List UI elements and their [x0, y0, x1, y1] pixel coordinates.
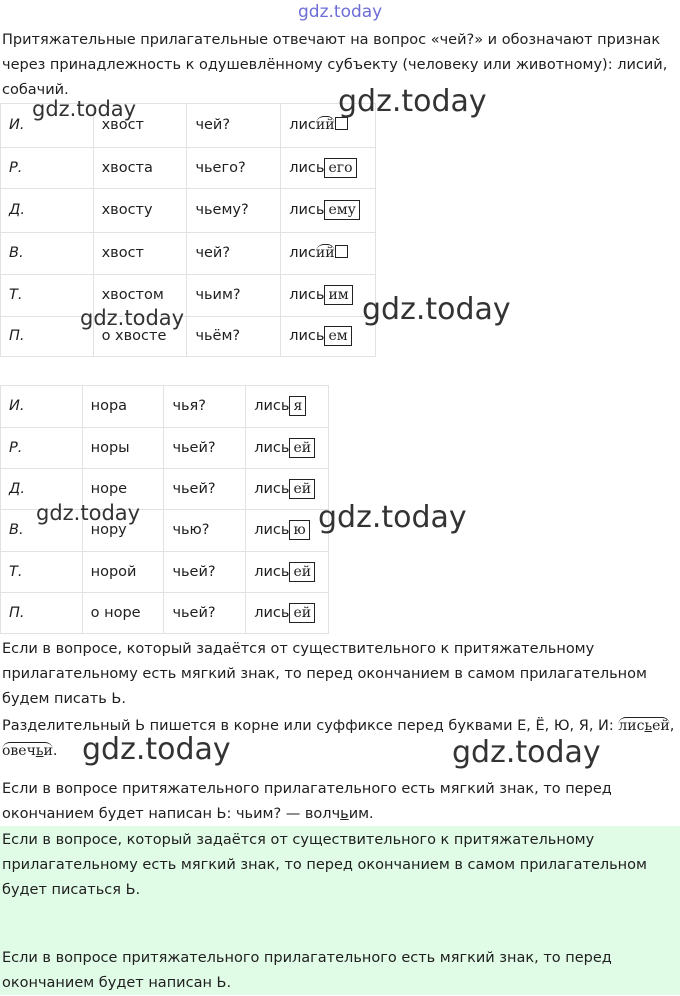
noun-cell: хвост	[93, 233, 187, 275]
adjective-stem: лись	[289, 159, 325, 176]
table-row	[1, 233, 376, 275]
noun-cell: хвост	[93, 104, 187, 148]
noun-cell: о норе	[82, 593, 164, 634]
adjective-ending: ей	[289, 562, 315, 582]
adjective-ending: я	[289, 396, 306, 416]
table-row	[1, 593, 329, 634]
question-cell: чья?	[164, 386, 246, 428]
table-row	[1, 148, 376, 189]
adjective-stem: лись	[254, 480, 290, 497]
noun-cell: нора	[82, 386, 164, 428]
case-cell: В.	[1, 233, 94, 275]
adjective-ending: ий	[315, 245, 335, 261]
example-lisey: лисьей	[618, 718, 670, 734]
case-cell: Д.	[1, 469, 83, 510]
noun-cell: норой	[82, 552, 164, 593]
question-cell: чьим?	[187, 275, 281, 317]
rule-soft-sign-question: Если в вопросе, который задаётся от существительного к притяжательному прилагательному есть мягкий знак, то перед окончанием в самом прилагательном будем писать Ь.	[2, 641, 647, 707]
noun-cell: хвостом	[93, 275, 187, 317]
question-cell: чьему?	[187, 189, 281, 233]
noun-cell: хвосту	[93, 189, 187, 233]
question-cell: чей?	[187, 104, 281, 148]
rule-question-soft-sign: Если в вопросе притяжательного прилагательного есть мягкий знак, то перед окончанием будет написан Ь: чьим? — волчьим.	[2, 781, 612, 822]
table-row	[1, 386, 329, 428]
adjective-ending: ем	[324, 326, 351, 346]
question-cell: чьей?	[164, 552, 246, 593]
declension-table-masculine	[0, 103, 376, 357]
summary-2: Если в вопросе притяжательного прилагательного есть мягкий знак, то перед окончанием будет написан Ь.	[2, 950, 612, 991]
table-row	[1, 428, 329, 469]
watermark: gdz.today	[80, 306, 185, 330]
adjective-cell	[246, 510, 329, 552]
watermark: gdz.today	[362, 292, 511, 327]
table-row	[1, 275, 376, 317]
noun-cell: нору	[82, 510, 164, 552]
adjective-ending: ей	[289, 479, 315, 499]
watermark: gdz.today	[318, 500, 467, 535]
noun-cell: о хвосте	[93, 317, 187, 357]
case-cell: Р.	[1, 148, 94, 189]
question-cell: чей?	[187, 233, 281, 275]
table-row	[1, 552, 329, 593]
case-cell: Д.	[1, 189, 94, 233]
adjective-stem: лись	[254, 563, 290, 580]
adjective-ending: ий	[315, 117, 335, 133]
adjective-stem: лись	[289, 202, 325, 218]
question-cell: чьей?	[164, 428, 246, 469]
case-cell: Р.	[1, 428, 83, 469]
adjective-ending: ю	[289, 520, 309, 540]
adjective-stem: лись	[254, 439, 290, 456]
question-cell: чью?	[164, 510, 246, 552]
case-cell: И.	[1, 386, 83, 428]
adjective-stem: лис	[289, 117, 316, 133]
adjective-cell	[281, 233, 376, 275]
watermark: gdz.today	[32, 97, 137, 121]
rule-separating-soft-sign: Разделительный Ь пишется в корне или суффиксе перед буквами Е, Ё, Ю, Я, И: лисьей, овечьи.	[2, 718, 675, 759]
adjective-ending: ему	[324, 200, 359, 220]
adjective-stem: лись	[289, 287, 325, 303]
adjective-stem: лис	[289, 245, 316, 261]
question-cell: чьей?	[164, 469, 246, 510]
case-cell: П.	[1, 317, 94, 357]
example-ovechyi: овечьи	[2, 743, 53, 759]
adjective-cell	[246, 386, 329, 428]
watermark: gdz.today	[36, 501, 141, 525]
question-cell: чьей?	[164, 593, 246, 634]
adjective-stem: лись	[289, 328, 325, 344]
adjective-cell	[246, 552, 329, 593]
adjective-cell	[281, 148, 376, 189]
adjective-ending: ей	[289, 438, 315, 458]
case-cell: Т.	[1, 552, 83, 593]
adjective-stem: лись	[254, 604, 290, 621]
watermark: gdz.today	[338, 84, 487, 119]
adjective-cell	[281, 189, 376, 233]
noun-cell: норе	[82, 469, 164, 510]
adjective-cell	[246, 428, 329, 469]
case-cell: И.	[1, 104, 94, 148]
noun-cell: хвоста	[93, 148, 187, 189]
adjective-cell	[246, 593, 329, 634]
case-cell: Т.	[1, 275, 94, 317]
watermark: gdz.today	[82, 732, 231, 767]
adjective-ending: ей	[289, 603, 315, 623]
table-row	[1, 189, 376, 233]
watermark: gdz.today	[452, 735, 601, 770]
adjective-ending: его	[324, 158, 356, 178]
adjective-stem: лись	[254, 398, 290, 414]
adjective-stem: лись	[254, 522, 290, 538]
question-cell: чьём?	[187, 317, 281, 357]
noun-cell: норы	[82, 428, 164, 469]
case-cell: В.	[1, 510, 83, 552]
adjective-ending: им	[324, 285, 352, 305]
case-cell: П.	[1, 593, 83, 634]
summary-1: Если в вопросе, который задаётся от существительного к притяжательному прилагательному есть мягкий знак, то перед окончанием в самом прилагательном будет писаться Ь.	[2, 832, 647, 898]
question-cell: чьего?	[187, 148, 281, 189]
intro-paragraph: Притяжательные прилагательные отвечают на вопрос «чей?» и обозначают признак через принадлежность к одушевлённому субъекту (человеку или животному): лисий, собачий.	[2, 32, 668, 98]
watermark-top: gdz.today	[298, 2, 383, 22]
empty-ending-square	[335, 245, 348, 258]
table-row	[1, 317, 376, 357]
adjective-cell	[246, 469, 329, 510]
rule2-text: Разделительный Ь пишется в корне или суффиксе перед буквами Е, Ё, Ю, Я, И:	[2, 718, 614, 734]
